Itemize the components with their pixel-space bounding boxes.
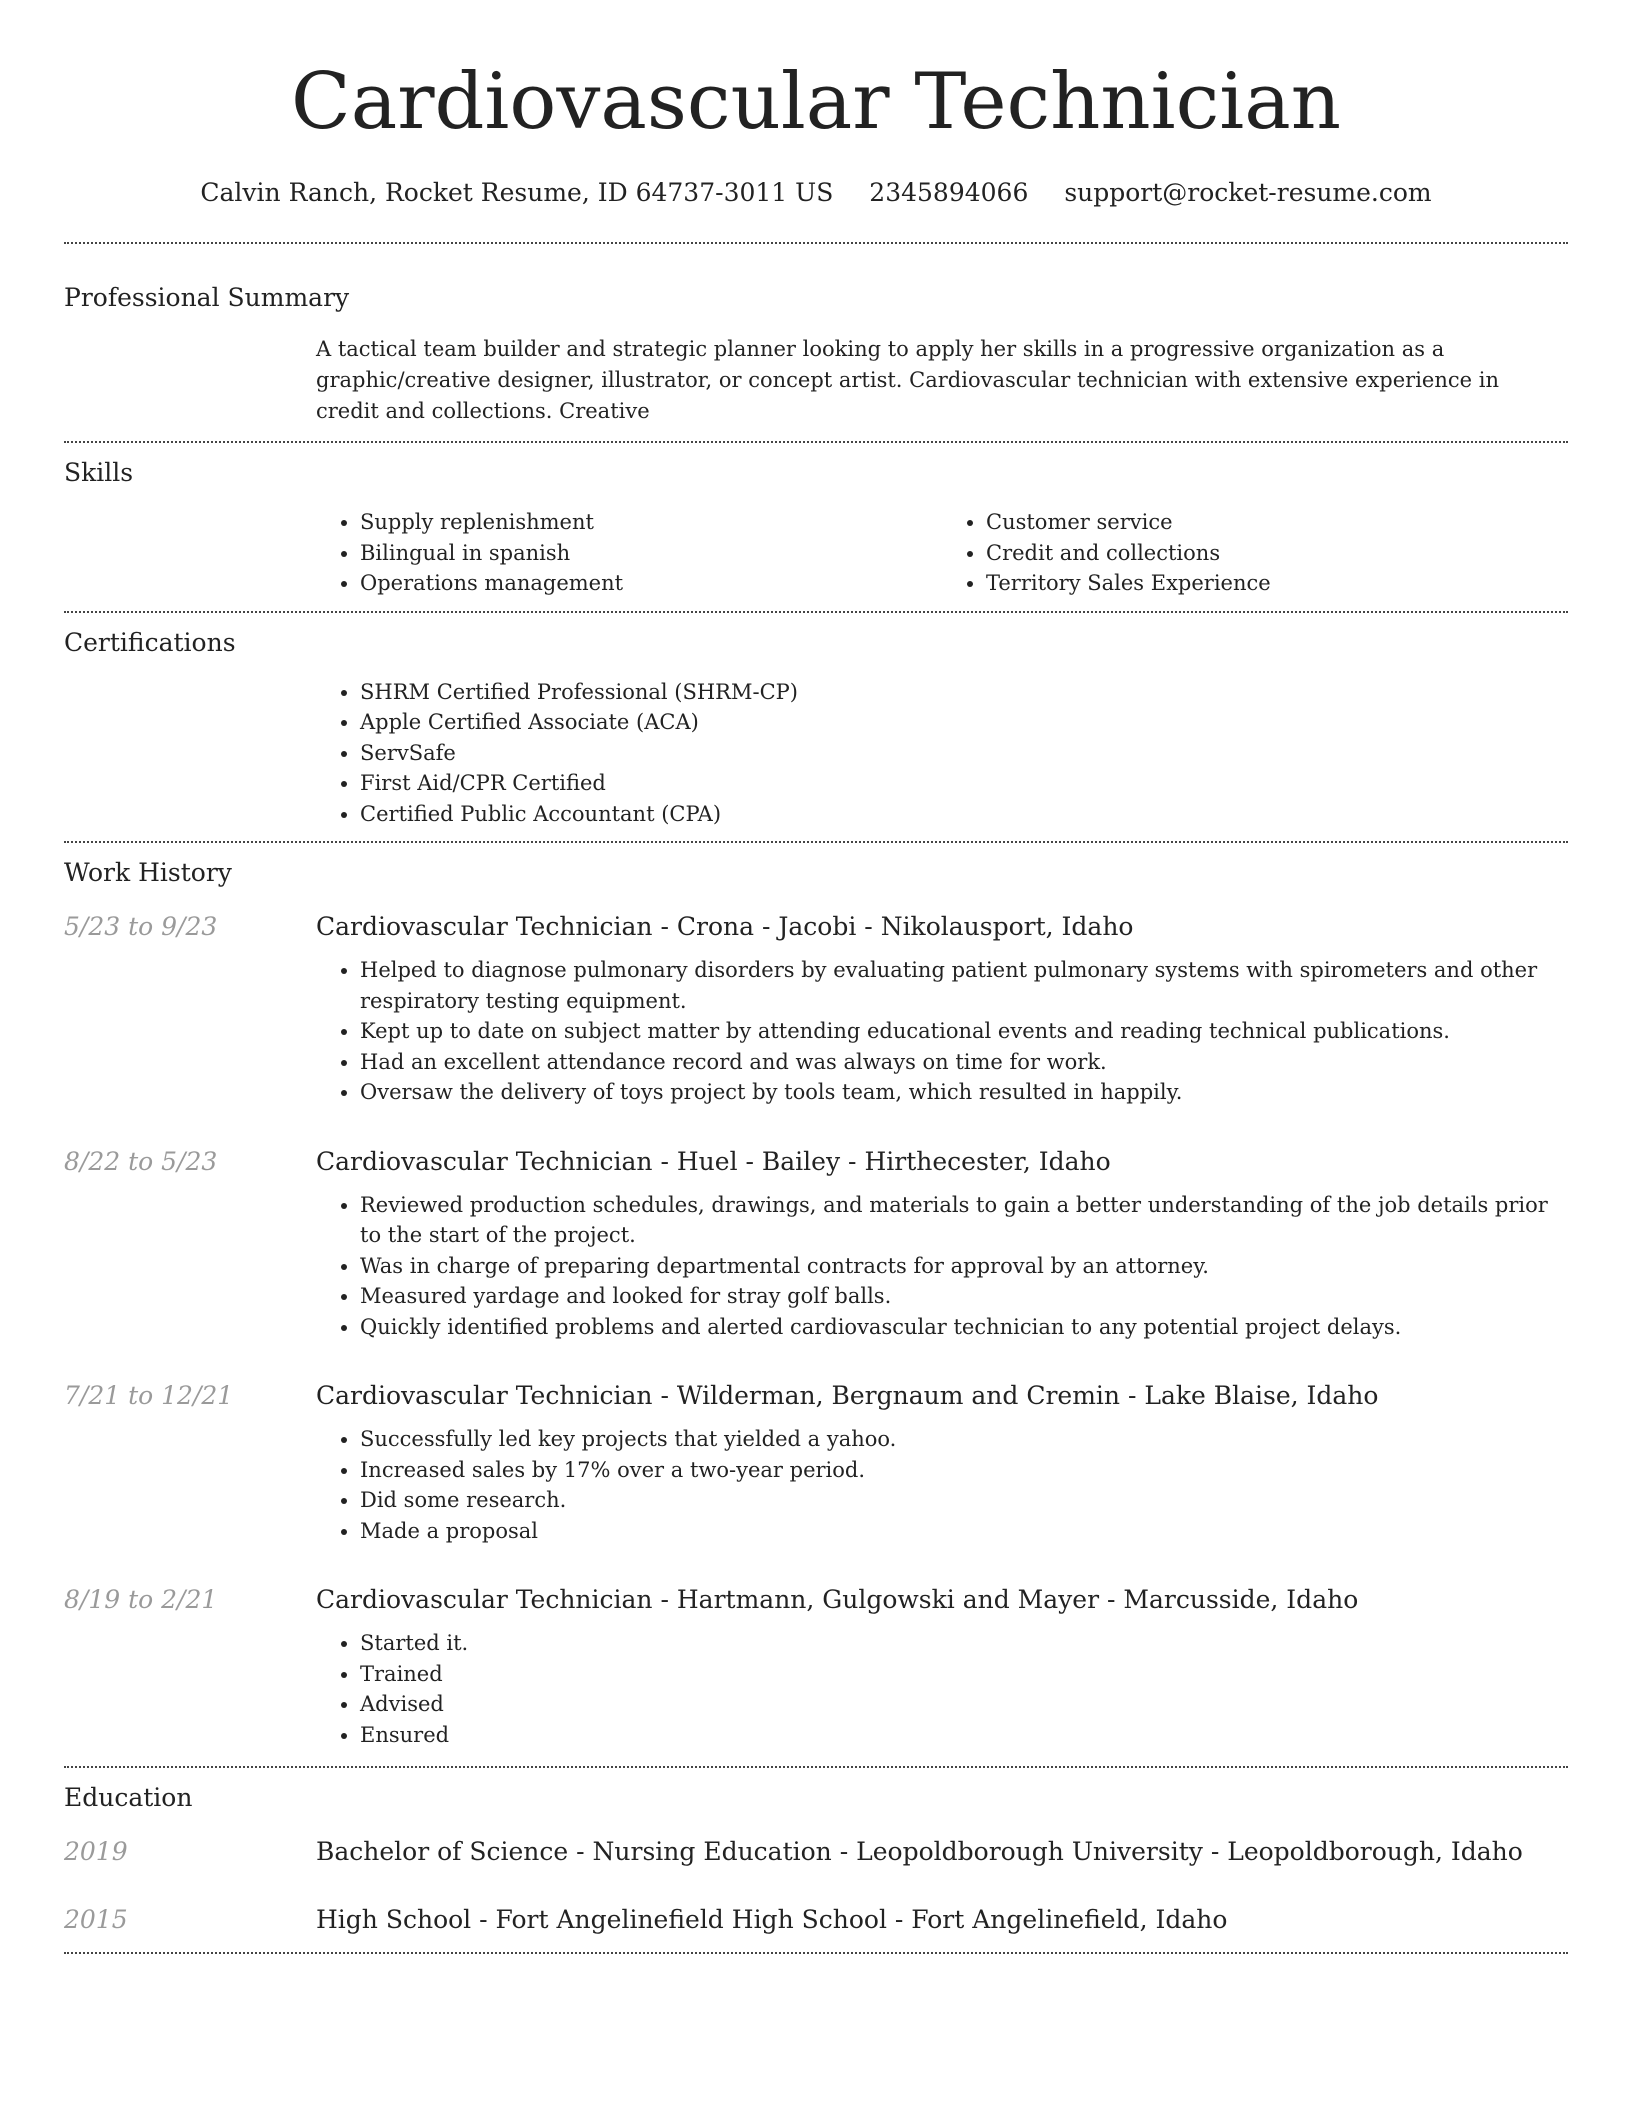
- job-heading: Cardiovascular Technician - Crona - Jacobi - Nikolausport, Idaho: [316, 912, 1134, 941]
- contact-phone: 2345894066: [869, 178, 1029, 207]
- job-bullet: • Did some research.: [360, 1485, 1568, 1516]
- education-section: [64, 1768, 1568, 1952]
- summary-section: [64, 244, 1568, 441]
- summary-text: A tactical team builder and strategic planner looking to apply her skills in a progressive organization as a graphic/creative designer, illustrator, or concept artist. Cardiovascular technician with extensive experience in credit and collections. Creative: [316, 337, 1499, 423]
- job-bullet: • Was in charge of preparing departmental contracts for approval by an attorney.: [360, 1251, 1568, 1282]
- work-history-heading: Work History: [64, 858, 232, 887]
- job-title: Cardiovascular Technician: [316, 1585, 653, 1614]
- job-company: Hartmann, Gulgowski and Mayer: [676, 1585, 1100, 1614]
- job-bullet: • Made a proposal: [360, 1516, 1568, 1547]
- job-bullets: [316, 955, 1568, 1108]
- contact-address: Calvin Ranch, Rocket Resume, ID 64737-3011 US: [200, 178, 834, 207]
- summary-heading: Professional Summary: [64, 283, 350, 312]
- job-entry: [64, 1144, 1568, 1343]
- job-bullets: [316, 1628, 1568, 1750]
- job-bullet: • Measured yardage and looked for stray golf balls.: [360, 1281, 1568, 1312]
- job-entry: [64, 1378, 1568, 1546]
- contact-email: support@rocket-resume.com: [1064, 178, 1432, 207]
- skill-item: • Customer service: [986, 507, 1568, 538]
- divider: [64, 1952, 1568, 1954]
- skills-section: [64, 443, 1568, 611]
- certification-item: • Certified Public Accountant (CPA): [360, 799, 1568, 830]
- job-company: Crona - Jacobi: [676, 912, 857, 941]
- work-history-section: [64, 843, 1568, 1756]
- job-location: Nikolausport, Idaho: [880, 912, 1134, 941]
- job-bullet: • Oversaw the delivery of toys project by tools team, which resulted in happily.: [360, 1077, 1568, 1108]
- education-heading-line: Bachelor of Science - Nursing Education - Leopoldborough University - Leopoldborough, Idaho: [316, 1837, 1523, 1866]
- certification-item: • ServSafe: [360, 738, 1568, 769]
- education-degree: Bachelor of Science - Nursing Education: [316, 1837, 832, 1866]
- job-heading: Cardiovascular Technician - Hartmann, Gulgowski and Mayer - Marcusside, Idaho: [316, 1585, 1359, 1614]
- skills-heading: Skills: [64, 458, 134, 487]
- job-bullet: • Increased sales by 17% over a two-year period.: [360, 1455, 1568, 1486]
- education-heading: Education: [64, 1783, 193, 1812]
- job-heading: Cardiovascular Technician - Huel - Bailey - Hirthecester, Idaho: [316, 1146, 1111, 1176]
- skills-column-2: [942, 507, 1568, 599]
- job-bullet: • Kept up to date on subject matter by attending educational events and reading technical publications.: [360, 1016, 1568, 1047]
- job-company: Huel - Bailey: [676, 1146, 841, 1176]
- skills-list: [316, 507, 1568, 599]
- education-school: Leopoldborough University: [856, 1837, 1203, 1866]
- skill-item: • Territory Sales Experience: [986, 568, 1568, 599]
- job-location: Marcusside, Idaho: [1123, 1585, 1359, 1614]
- job-bullet: • Advised: [360, 1689, 1568, 1720]
- education-year: 2015: [64, 1905, 128, 1934]
- certifications-section: [64, 613, 1568, 842]
- job-location: Lake Blaise, Idaho: [1144, 1381, 1379, 1410]
- job-bullet: • Successfully led key projects that yielded a yahoo.: [360, 1424, 1568, 1455]
- job-bullets: [316, 1190, 1568, 1343]
- job-location: Hirthecester, Idaho: [864, 1146, 1111, 1176]
- job-title: Cardiovascular Technician: [316, 1381, 653, 1410]
- job-date: 7/21 to 12/21: [64, 1381, 234, 1410]
- certification-item: • First Aid/CPR Certified: [360, 768, 1568, 799]
- skill-item: • Operations management: [360, 568, 942, 599]
- job-bullet: • Reviewed production schedules, drawings, and materials to gain a better understanding of the job details prior to the start of the project.: [360, 1190, 1568, 1251]
- education-entry: [64, 1834, 1568, 1870]
- job-title: Cardiovascular Technician: [316, 1146, 653, 1176]
- certification-item: • SHRM Certified Professional (SHRM-CP): [360, 677, 1568, 708]
- certification-item: • Apple Certified Associate (ACA): [360, 707, 1568, 738]
- contact-line: [64, 176, 1568, 210]
- education-school: Fort Angelinefield High School: [495, 1905, 887, 1934]
- skills-column-1: [316, 507, 942, 599]
- education-heading-line: High School - Fort Angelinefield High School - Fort Angelinefield, Idaho: [316, 1905, 1228, 1934]
- education-year: 2019: [64, 1837, 128, 1866]
- job-bullet: • Quickly identified problems and alerted cardiovascular technician to any potential project delays.: [360, 1312, 1568, 1343]
- job-entry: [64, 909, 1568, 1108]
- job-date: 8/22 to 5/23: [64, 1146, 218, 1176]
- job-bullet: • Ensured: [360, 1720, 1568, 1751]
- job-bullet: • Trained: [360, 1659, 1568, 1690]
- education-degree: High School: [316, 1905, 472, 1934]
- resume-title: Cardiovascular Technician: [291, 57, 1341, 147]
- job-bullet: • Had an excellent attendance record and was always on time for work.: [360, 1047, 1568, 1078]
- job-date: 5/23 to 9/23: [64, 912, 218, 941]
- certifications-heading: Certifications: [64, 627, 236, 657]
- job-title: Cardiovascular Technician: [316, 912, 653, 941]
- skill-item: • Credit and collections: [986, 538, 1568, 569]
- job-bullet: • Started it.: [360, 1628, 1568, 1659]
- job-heading: Cardiovascular Technician - Wilderman, Bergnaum and Cremin - Lake Blaise, Idaho: [316, 1381, 1379, 1410]
- job-entry: [64, 1582, 1568, 1750]
- education-location: Leopoldborough, Idaho: [1227, 1837, 1523, 1866]
- skill-item: • Supply replenishment: [360, 507, 942, 538]
- skill-item: • Bilingual in spanish: [360, 538, 942, 569]
- certifications-list: [316, 677, 1568, 830]
- education-entry: [64, 1902, 1568, 1938]
- job-bullets: [316, 1424, 1568, 1546]
- job-bullet: • Helped to diagnose pulmonary disorders by evaluating patient pulmonary systems with spirometers and other respiratory testing equipment.: [360, 955, 1568, 1016]
- job-company: Wilderman, Bergnaum and Cremin: [676, 1381, 1120, 1410]
- education-location: Fort Angelinefield, Idaho: [911, 1905, 1228, 1934]
- job-date: 8/19 to 2/21: [64, 1585, 218, 1614]
